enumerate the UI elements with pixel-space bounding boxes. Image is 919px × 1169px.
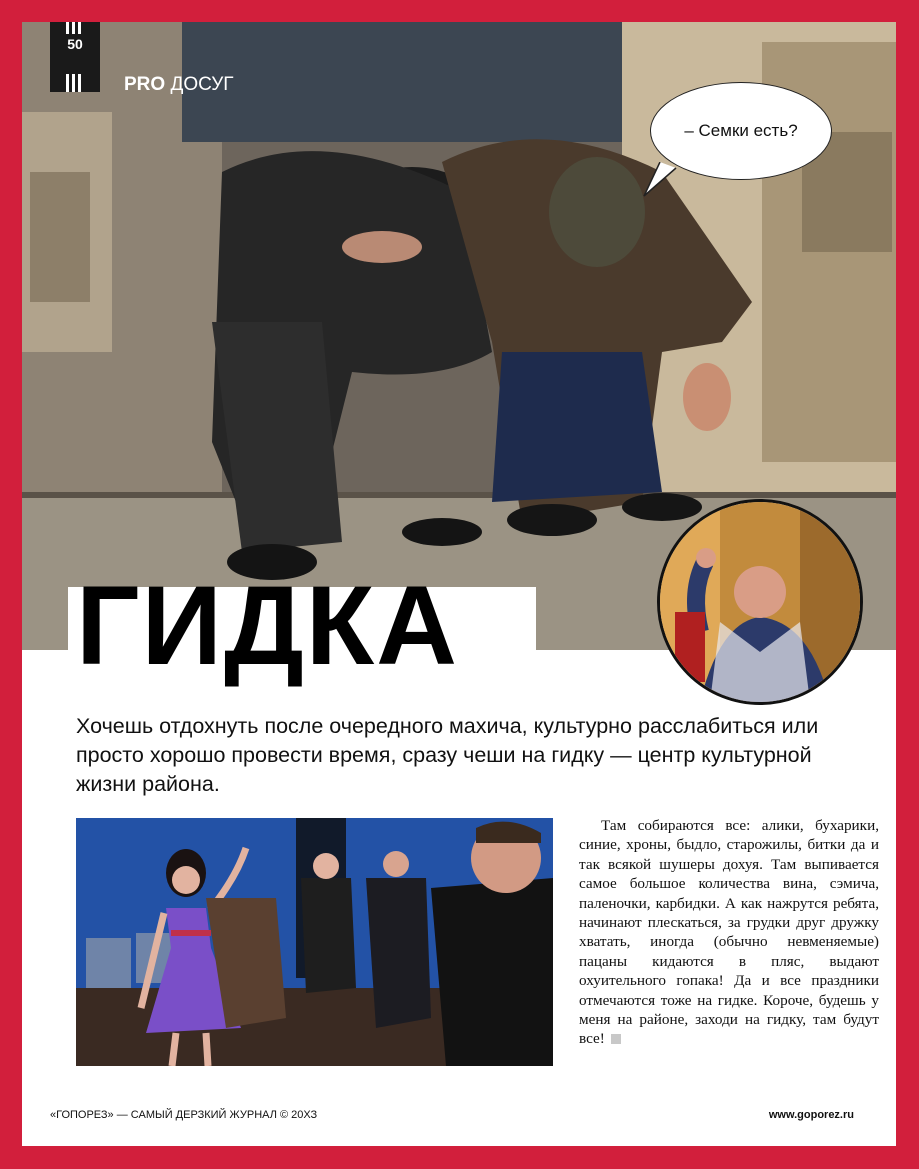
portrait-circle-photo <box>657 499 863 705</box>
end-of-article-icon <box>611 1034 621 1044</box>
speech-bubble <box>650 82 832 180</box>
tab-stripes-bottom <box>66 74 84 92</box>
lead-paragraph: Хочешь отдохнуть после очередного махича, культурно расслабиться или просто хорошо провести время, сразу чеши на гидку — центр культурной жизни района. <box>76 714 819 796</box>
article-title: ГИДКА <box>76 563 460 688</box>
page-number-tab <box>50 22 100 92</box>
speech-bubble-text: – Семки есть? <box>684 121 798 140</box>
party-photo <box>76 818 553 1066</box>
portrait-illustration <box>660 502 860 702</box>
section-name: ДОСУГ <box>170 74 234 95</box>
article-body <box>579 816 879 1049</box>
footer-website-link[interactable]: www.goporez.ru <box>768 1109 854 1121</box>
section-prefix: PRO <box>124 74 166 95</box>
page-number: 50 <box>67 36 83 52</box>
article-body-text: Там собираются все: алики, бухарики, синие, хроны, быдло, старожилы, битки да и так всякой шушеры дохуя. Там выпивается самое большое количества вина, сэмича, паленочки, карбидки. А как нажрутся ребята, начинают плескаться, за грудки друг дружку хватать, иногда (обычно невменяемые) пацаны кидаются в пляс, выдают охуительного гопака! Да и все праздники отмечаются тоже на гидке. Короче, будешь у меня на районе, заходи на гидку, там будут все! <box>579 817 879 1048</box>
speech-bubble-tail <box>642 162 682 202</box>
tab-stripes-top <box>66 22 84 34</box>
magazine-page <box>22 22 896 1146</box>
party-illustration <box>76 818 553 1066</box>
footer-magazine-name: «ГОПОРЕЗ» — САМЫЙ ДЕРЗКИЙ ЖУРНАЛ © 20ХЗ <box>50 1109 318 1121</box>
section-label <box>124 74 234 96</box>
